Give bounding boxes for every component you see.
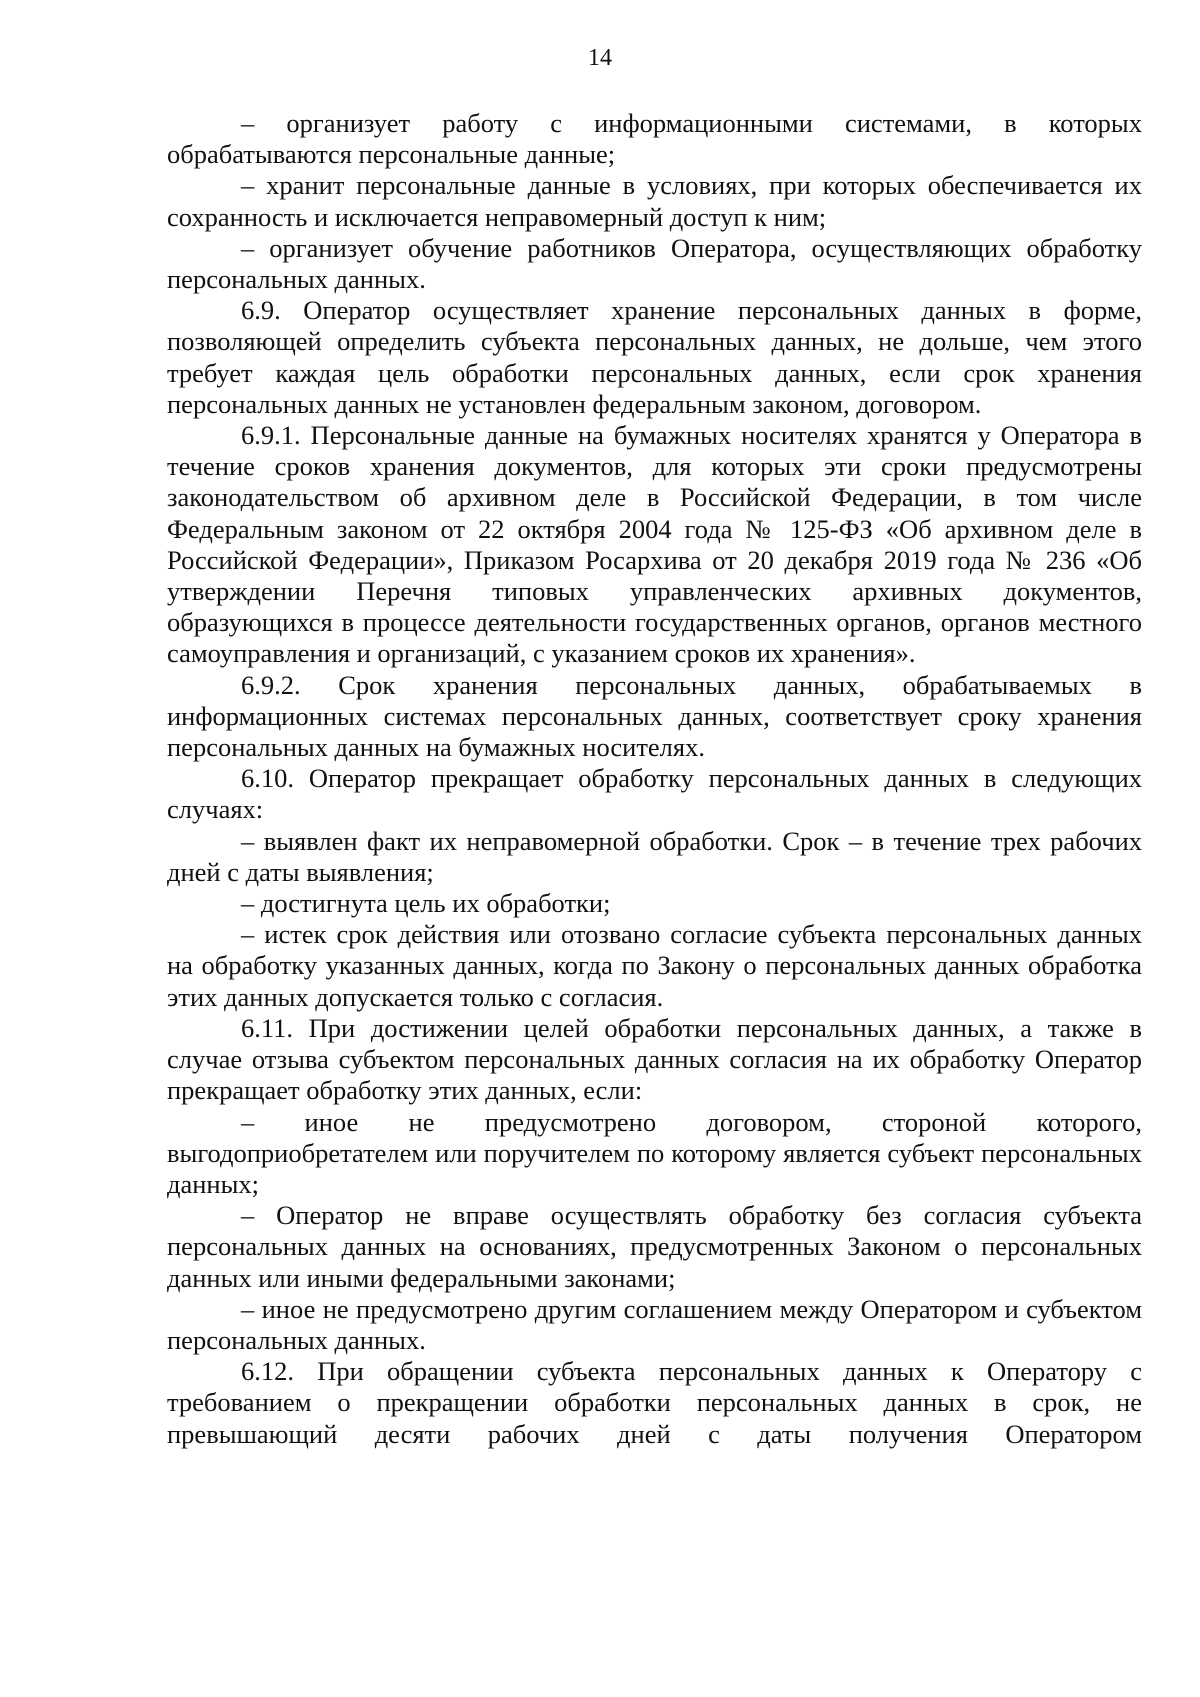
list-item-unlawful-processing: – выявлен факт их неправомерной обработки. Срок – в течение трех рабочих дней с даты выявления;: [167, 825, 1142, 887]
list-item-organize-training: – организует обучение работников Оператора, осуществляющих обработку персональных данных.: [167, 232, 1142, 295]
list-item-purpose-achieved: – достигнута цель их обработки;: [241, 888, 611, 919]
list-item-store-data: – хранит персональные данные в условиях, при которых обеспечивается их сохранность и исключается неправомерный доступ к ним;: [167, 170, 1142, 232]
clause-6-9-1: 6.9.1. Персональные данные на бумажных носителях хранятся у Оператора в течение сроков хранения документов, для которых эти сроки предусмотрены законодательством об архивном деле в Российской Федерации, в том числе Федеральным законом от 22 октября 2004 года № 125-ФЗ «Об архивном деле в Российской Федерации», Приказом Росархива от 20 декабря 2019 года № 236 «Об утверждении Перечня типовых управленческих архивных документов, образующихся в процессе деятельности государственных органов, органов местного самоуправления и организаций, с указанием сроков их хранения».: [167, 420, 1142, 669]
page-number: 14: [588, 45, 612, 71]
list-item-consent-expired: – истек срок действия или отозвано согласие субъекта персональных данных на обработку указанных данных, когда по Закону о персональных данных обработка этих данных допускается только с согласия.: [167, 919, 1142, 1012]
list-item-other-agreement: – иное не предусмотрено другим соглашением между Оператором и субъектом персональных данных.: [167, 1293, 1142, 1355]
clause-6-9-2: 6.9.2. Срок хранения персональных данных, обрабатываемых в информационных системах персональных данных, соответствует сроку хранения персональных данных на бумажных носителях.: [167, 669, 1142, 763]
list-item-organize-systems: – организует работу с информационными системами, в которых обрабатываются персональные данные;: [167, 108, 1142, 170]
clause-6-9: 6.9. Оператор осуществляет хранение персональных данных в форме, позволяющей определить субъекта персональных данных, не дольше, чем этого требует каждая цель обработки персональных данных, если срок хранения персональных данных не установлен федеральным законом, договором.: [167, 295, 1142, 419]
list-item-no-consent-basis: – Оператор не вправе осуществлять обработку без согласия субъекта персональных данных на основаниях, предусмотренных Законом о персональных данных или иными федеральными законами;: [167, 1200, 1142, 1293]
clause-6-11: 6.11. При достижении целей обработки персональных данных, а также в случае отзыва субъектом персональных данных согласия на их обработку Оператор прекращает обработку этих данных, если:: [167, 1012, 1142, 1106]
document-body: [167, 108, 1142, 1450]
clause-6-12: 6.12. При обращении субъекта персональных данных к Оператору с требованием о прекращении обработки персональных данных в срок, не превышающий десяти рабочих дней с даты получения Оператором: [167, 1356, 1142, 1449]
clause-6-10: 6.10. Оператор прекращает обработку персональных данных в следующих случаях:: [167, 763, 1142, 825]
list-item-contract: – иное не предусмотрено договором, стороной которого, выгодоприобретателем или поручителем по которому является субъект персональных данных;: [167, 1106, 1142, 1199]
